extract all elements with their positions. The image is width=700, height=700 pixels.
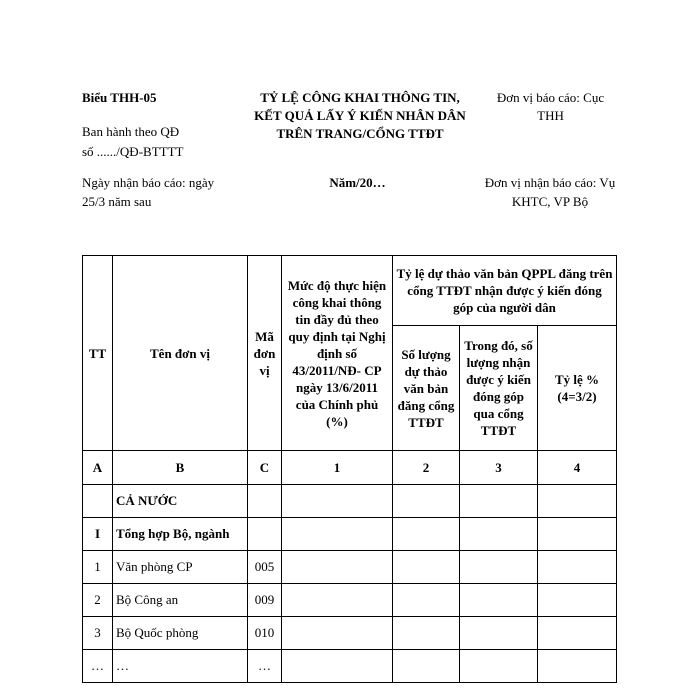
form-code: Biểu THH-05 [82, 90, 157, 105]
row-cell [393, 617, 460, 650]
column-letter: 4 [538, 451, 617, 485]
row-cell [460, 650, 538, 683]
row-cell [393, 584, 460, 617]
receiving-unit-line-1: Đơn vị nhận báo cáo: Vụ [484, 175, 616, 190]
row-cell [538, 617, 617, 650]
table-row [83, 617, 617, 650]
row-unit-name: Bộ Công an [113, 584, 248, 617]
row-cell [282, 518, 393, 551]
table-row [83, 584, 617, 617]
row-cell [282, 617, 393, 650]
table-row [83, 518, 617, 551]
table-row [83, 650, 617, 683]
header-disclosure-level: Mức độ thực hiện công khai thông tin đầy đủ theo quy định tại Nghị định số 43/2011/NĐ- CP ngày 13/6/2011 của Chính phủ (%) [282, 256, 393, 451]
row-cell [460, 617, 538, 650]
row-unit-name: … [113, 650, 248, 683]
row-code: 009 [248, 584, 282, 617]
header-drafts-count: Số lượng dự thảo văn bản đăng cổng TTĐT [393, 326, 460, 451]
row-cell [393, 485, 460, 518]
header-drafts-with-feedback: Trong đó, số lượng nhận được ý kiến đóng góp qua cổng TTĐT [460, 326, 538, 451]
row-tt: 3 [83, 617, 113, 650]
row-code: 010 [248, 617, 282, 650]
column-letter: A [83, 451, 113, 485]
row-cell [460, 485, 538, 518]
row-cell [538, 650, 617, 683]
row-tt: I [83, 518, 113, 551]
title-line-2: KẾT QUẢ LẤY Ý KIẾN NHÂN DÂN [254, 108, 466, 123]
row-tt: 1 [83, 551, 113, 584]
column-letter: 2 [393, 451, 460, 485]
receive-date-line-2: 25/3 năm sau [82, 194, 152, 209]
row-cell [282, 551, 393, 584]
row-tt: 2 [83, 584, 113, 617]
receiving-unit-line-2: KHTC, VP Bộ [511, 194, 589, 209]
row-cell [538, 518, 617, 551]
row-unit-name: CẢ NƯỚC [113, 485, 248, 518]
row-code: 005 [248, 551, 282, 584]
column-letter: C [248, 451, 282, 485]
row-cell [460, 518, 538, 551]
column-letter: 1 [282, 451, 393, 485]
row-cell [538, 551, 617, 584]
column-letter-row [83, 451, 617, 485]
issued-line-1: Ban hành theo QĐ [82, 124, 180, 139]
row-cell [393, 551, 460, 584]
table-row [83, 551, 617, 584]
column-letter: 3 [460, 451, 538, 485]
report-table [82, 255, 617, 683]
reporting-unit-line-1: Đơn vị báo cáo: Cục [496, 90, 605, 105]
row-cell [393, 518, 460, 551]
row-cell [460, 584, 538, 617]
row-unit-name: Văn phòng CP [113, 551, 248, 584]
reporting-unit-line-2: THH [537, 108, 564, 123]
table-row [83, 485, 617, 518]
row-cell [538, 584, 617, 617]
row-code [248, 485, 282, 518]
header-draft-feedback-group: Tỷ lệ dự thảo văn bản QPPL đăng trên cổng TTĐT nhận được ý kiến đóng góp của người dân [393, 256, 617, 326]
row-cell [282, 584, 393, 617]
row-cell [538, 485, 617, 518]
issued-line-2: số ....../QĐ-BTTTT [82, 144, 184, 159]
row-unit-name: Bộ Quốc phòng [113, 617, 248, 650]
row-tt: … [83, 650, 113, 683]
row-cell [282, 485, 393, 518]
row-code [248, 518, 282, 551]
column-letter: B [113, 451, 248, 485]
header-ratio: Tỷ lệ % (4=3/2) [538, 326, 617, 451]
header-tt: TT [83, 256, 113, 451]
row-unit-name: Tổng hợp Bộ, ngành [113, 518, 248, 551]
receive-date-line-1: Ngày nhận báo cáo: ngày [82, 175, 215, 190]
title-line-3: TRÊN TRANG/CỔNG TTĐT [276, 126, 444, 141]
row-code: … [248, 650, 282, 683]
report-year: Năm/20… [329, 175, 386, 190]
header-code: Mã đơn vị [248, 256, 282, 451]
row-tt [83, 485, 113, 518]
row-cell [460, 551, 538, 584]
title-line-1: TỶ LỆ CÔNG KHAI THÔNG TIN, [260, 90, 460, 105]
header-unit-name: Tên đơn vị [113, 256, 248, 451]
row-cell [393, 650, 460, 683]
row-cell [282, 650, 393, 683]
